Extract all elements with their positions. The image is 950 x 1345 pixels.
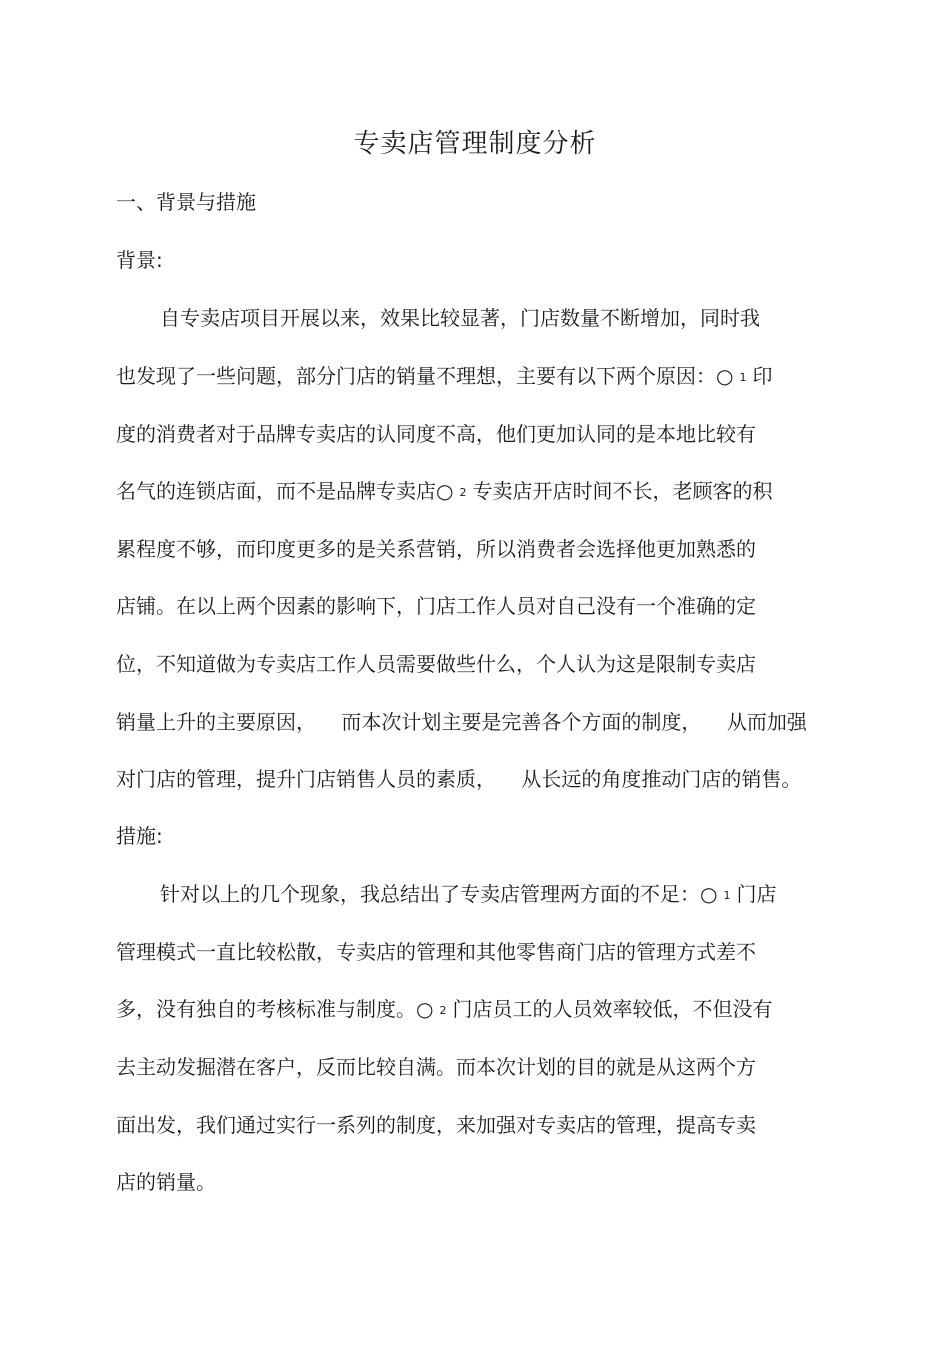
paragraph-line: 名气的连锁店面，而不是品牌专卖店○ 2 专卖店开店时间不长，老顾客的积	[116, 479, 773, 503]
measures-label: 措施:	[116, 824, 163, 848]
footnote-number: 2	[459, 486, 467, 499]
paragraph-line: 多，没有独自的考核标准与制度。○ 2 门店员工的人员效率较低，不但没有	[116, 997, 773, 1021]
footnote-number: 1	[723, 889, 731, 902]
paragraph-line: 也发现了一些问题，部分门店的销量不理想，主要有以下两个原因：○ 1 印	[116, 364, 773, 388]
footnote-number: 2	[439, 1004, 447, 1017]
document-title: 专卖店管理制度分析	[353, 129, 597, 159]
paragraph-line: 累程度不够，而印度更多的是关系营销，所以消费者会选择他更加熟悉的	[116, 537, 756, 561]
paragraph-line: 店的销量。	[116, 1170, 216, 1194]
background-label: 背景:	[116, 248, 163, 272]
paragraph-line: 自专卖店项目开展以来，效果比较显著，门店数量不断增加，同时我	[160, 306, 760, 330]
paragraph-line: 管理模式一直比较松散，专卖店的管理和其他零售商门店的管理方式差不	[116, 940, 756, 964]
paragraph-line: 度的消费者对于品牌专卖店的认同度不高，他们更加认同的是本地比较有	[116, 422, 756, 446]
paragraph-line: 针对以上的几个现象，我总结出了专卖店管理两方面的不足：○ 1 门店	[160, 882, 777, 906]
footnote-number: 1	[739, 371, 747, 384]
paragraph-line: 店铺。在以上两个因素的影响下，门店工作人员对自己没有一个准确的定	[116, 594, 756, 618]
paragraph-line: 去主动发掘潜在客户，反而比较自满。而本次计划的目的就是从这两个方	[116, 1055, 756, 1079]
section-heading: 一、背景与措施	[116, 190, 256, 214]
paragraph-line: 位，不知道做为专卖店工作人员需要做些什么，个人认为这是限制专卖店	[116, 652, 756, 676]
paragraph-line: 对门店的管理，提升门店销售人员的素质， 从长远的角度推动门店的销售。	[116, 767, 802, 791]
paragraph-line: 销量上升的主要原因， 而本次计划主要是完善各个方面的制度， 从而加强	[116, 710, 807, 734]
paragraph-line: 面出发，我们通过实行一系列的制度，来加强对专卖店的管理，提高专卖	[116, 1113, 756, 1137]
